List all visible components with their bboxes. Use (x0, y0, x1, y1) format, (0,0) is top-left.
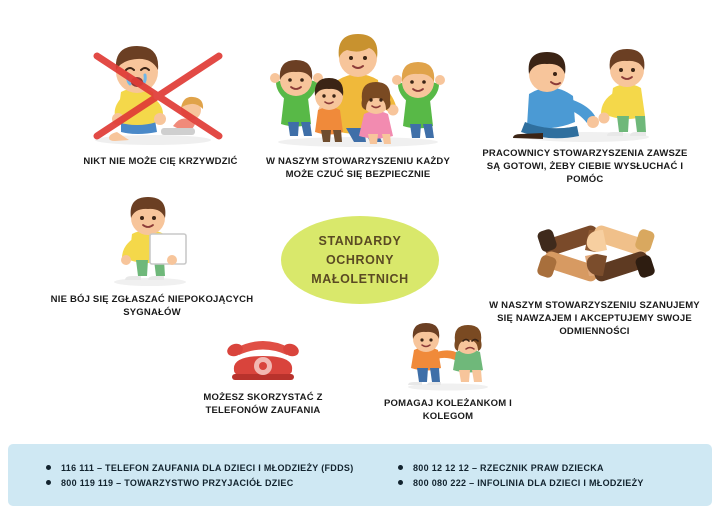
telephone-icon (178, 332, 348, 384)
hotline-column-left (8, 458, 360, 493)
item-respect-diversity (487, 218, 702, 338)
hotline-text: 800 12 12 12 – RZECZNIK PRAW DZIECKA (413, 462, 604, 473)
item-staff-ready-to-listen (480, 42, 690, 186)
hotline-text: 800 080 222 – INFOLINIA DLA DZIECI I MŁODZIEŻY (413, 477, 644, 488)
hotline-item (398, 463, 712, 473)
item-help-friends (360, 330, 536, 424)
badge-line-1: STANDARDY (318, 234, 402, 248)
bullet-icon (398, 480, 403, 485)
hotline-text: 800 119 119 – TOWARZYSTWO PRZYJACIÓŁ DZIEC (61, 477, 294, 488)
bullet-icon (398, 465, 403, 470)
hotline-column-right (360, 458, 712, 493)
center-badge (281, 216, 439, 304)
item-helplines (178, 332, 348, 418)
item-help-friends-caption: POMAGAJ KOLEŻANKOM I KOLEGOM (383, 398, 513, 422)
item-respect-diversity-caption: W NASZYM STOWARZYSZENIU SZANUJEMY SIĘ NAWZAJEM I AKCEPTUJEMY SWOJE ODMIENNOŚCI (489, 300, 700, 337)
child-holding-sign-icon (42, 196, 262, 286)
hotline-text: 116 111 – TELEFON ZAUFANIA DLA DZIECI I MŁODZIEŻY (FDDS) (61, 462, 354, 473)
child-comforting-friend-icon (360, 330, 536, 390)
bullet-icon (46, 480, 51, 485)
item-report-signals-caption: NIE BÓJ SIĘ ZGŁASZAĆ NIEPOKOJĄCYCH SYGNAŁÓW (50, 294, 254, 318)
joined-hands-icon (487, 218, 702, 290)
item-no-harm (78, 36, 243, 169)
item-report-signals (42, 196, 262, 320)
bullet-icon (46, 465, 51, 470)
badge-line-3: MAŁOLETNICH (311, 272, 409, 286)
item-safe-in-association (258, 18, 458, 182)
item-no-harm-caption: NIKT NIE MOŻE CIĘ KRZYWDZIĆ (83, 156, 238, 167)
adult-listening-to-child-icon (480, 42, 690, 142)
item-staff-ready-to-listen-caption: PRACOWNICY STOWARZYSZENIA ZAWSZE SĄ GOTOWI, ŻEBY CIEBIE WYSŁUCHAĆ I POMÓC (482, 148, 688, 185)
hotline-item (398, 478, 712, 488)
badge-line-2: OCHRONY (325, 253, 395, 267)
hotline-bar (8, 444, 712, 506)
hotline-item (46, 478, 360, 488)
hotline-item (46, 463, 360, 473)
group-of-children-with-teacher-icon (258, 18, 458, 148)
item-safe-in-association-caption: W NASZYM STOWARZYSZENIU KAŻDY MOŻE CZUĆ SIĘ BEZPIECZNIE (265, 156, 450, 180)
child-crossed-out-icon (78, 36, 243, 148)
item-helplines-caption: MOŻESZ SKORZYSTAĆ Z TELEFONÓW ZAUFANIA (203, 392, 323, 416)
